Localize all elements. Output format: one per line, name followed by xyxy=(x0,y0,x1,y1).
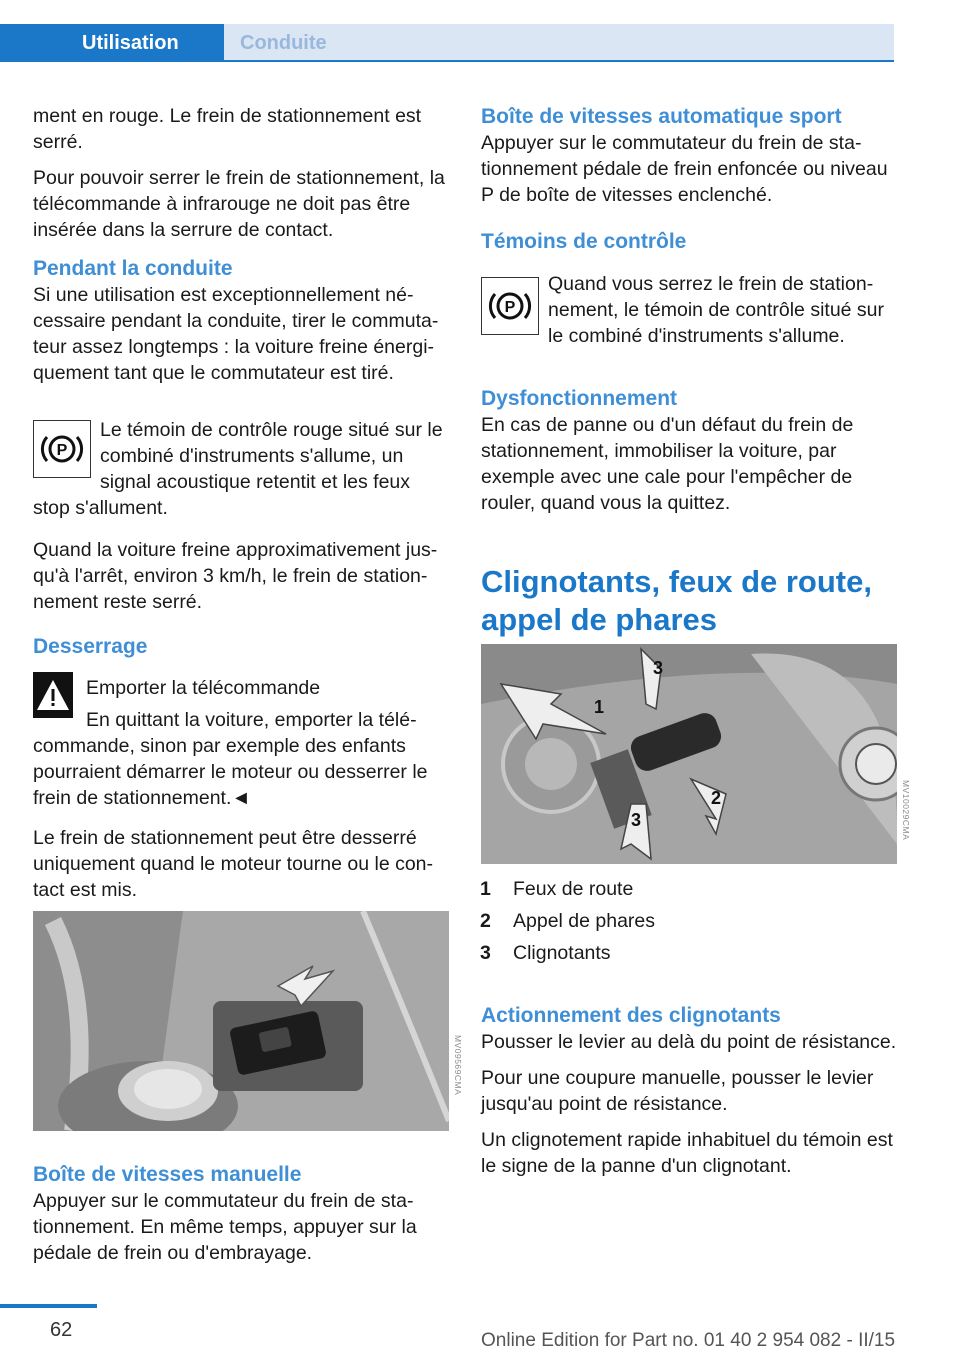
warning-icon xyxy=(33,672,73,718)
heading-actionnement: Actionnement des clignotants xyxy=(481,1004,781,1027)
paragraph: En cas de panne ou d'un défaut du frein de stationnement, immobiliser la voiture, par exemple avec une cale pour l'empêcher de rouler, quand vous la quittez. xyxy=(481,414,854,514)
legend-item xyxy=(480,940,611,966)
svg-text:P: P xyxy=(56,442,68,459)
warning-text-continued: commande, sinon par exemple des enfants pourraient démarrer le moteur ou desserrer le frein de stationnement.◄ xyxy=(33,735,428,809)
svg-text:P: P xyxy=(504,299,516,316)
left-column-mid xyxy=(33,495,449,660)
heading-boite-manuelle: Boîte de vitesses manuelle xyxy=(33,1163,302,1186)
svg-text:3: 3 xyxy=(631,810,642,830)
header-divider xyxy=(224,60,894,62)
right-column-mid xyxy=(481,385,897,526)
svg-text:3: 3 xyxy=(653,658,664,678)
paragraph: Pour pouvoir serrer le frein de stationnement, la télécommande à infrarouge ne doit pas être insérée dans la serrure de contact. xyxy=(33,167,445,241)
paragraph: stop s'allument. xyxy=(33,497,168,519)
footer-divider xyxy=(0,1304,97,1308)
turn-signal-stalk-image xyxy=(481,644,897,864)
warning-title: Emporter la télécommande xyxy=(86,677,321,699)
legend-number: 3 xyxy=(480,942,491,964)
heading-pendant-conduite: Pendant la conduite xyxy=(33,257,233,280)
parking-brake-indicator-icon xyxy=(481,277,539,335)
section-title: Clignotants, feux de route, appel de phares xyxy=(481,564,872,637)
paragraph: Pour une coupure manuelle, pousser le levier jusqu'au point de résistance. xyxy=(481,1067,874,1115)
left-column-top xyxy=(33,103,449,396)
paragraph: Pousser le levier au delà du point de résistance. xyxy=(481,1031,897,1053)
legend-label: Clignotants xyxy=(513,942,611,964)
right-column-bottom xyxy=(481,1002,897,1189)
paragraph: Appuyer sur le commutateur du frein de stationnement. En même temps, appuyer sur la pédale de frein ou d'embrayage. xyxy=(33,1190,417,1264)
edition-note: Online Edition for Part no. 01 40 2 954 082 - II/15 xyxy=(481,1330,896,1351)
paragraph: Un clignotement rapide inhabituel du témoin est le signe de la panne d'un clignotant. xyxy=(481,1129,893,1177)
indicator-text: Le témoin de contrôle rouge situé sur le combiné d'instruments s'allume, un signal acoustique retentit et les feux xyxy=(100,419,443,493)
paragraph: Le frein de stationnement peut être desserré uniquement quand le moteur tourne ou le contact est mis. xyxy=(33,827,434,901)
right-column-top xyxy=(481,103,897,255)
left-column-lower xyxy=(33,733,449,913)
parking-brake-indicator-icon xyxy=(33,420,91,478)
tab-utilisation[interactable]: Utilisation xyxy=(0,24,224,62)
legend-label: Feux de route xyxy=(513,878,634,900)
legend-number: 2 xyxy=(480,910,491,932)
svg-text:1: 1 xyxy=(594,697,605,717)
paragraph: Quand la voiture freine approximativement jusqu'à l'arrêt, environ 3 km/h, le frein de stationnement reste serré. xyxy=(33,539,438,613)
legend-item xyxy=(480,908,655,934)
warning-block xyxy=(86,675,451,733)
paragraph: Appuyer sur le commutateur du frein de stationnement pédale de frein enfoncée ou niveau P de boîte de vitesses enclenché. xyxy=(481,132,888,206)
svg-text:2: 2 xyxy=(711,788,722,808)
legend-item xyxy=(480,876,633,902)
image-reference-code: MV10029CMA xyxy=(901,780,911,841)
heading-dysfonctionnement: Dysfonctionnement xyxy=(481,387,678,410)
image-reference-code: MV09569CMA xyxy=(453,1035,463,1096)
parking-brake-switch-image xyxy=(33,911,449,1131)
legend-number: 1 xyxy=(480,878,491,900)
page-number: 62 xyxy=(50,1319,73,1341)
temoins-text: Quand vous serrez le frein de stationnement, le témoin de contrôle situé sur le combiné d'instruments s'allume. xyxy=(548,273,885,347)
tab-conduite[interactable]: Conduite xyxy=(224,24,894,62)
heading-temoins: Témoins de contrôle xyxy=(481,230,687,253)
legend-label: Appel de phares xyxy=(513,910,656,932)
left-column-bottom xyxy=(33,1161,449,1276)
paragraph: ment en rouge. Le frein de stationnement est serré. xyxy=(33,105,422,153)
heading-boite-automatique: Boîte de vitesses automatique sport xyxy=(481,105,842,128)
warning-text: En quittant la voiture, emporter la télé- xyxy=(86,709,417,731)
heading-desserrage: Desserrage xyxy=(33,635,148,658)
paragraph: Si une utilisation est exceptionnellement nécessaire pendant la conduite, tirer le commutateur assez longtemps : la voiture freine énergiquement tant que le commutateur est tiré. xyxy=(33,284,439,384)
